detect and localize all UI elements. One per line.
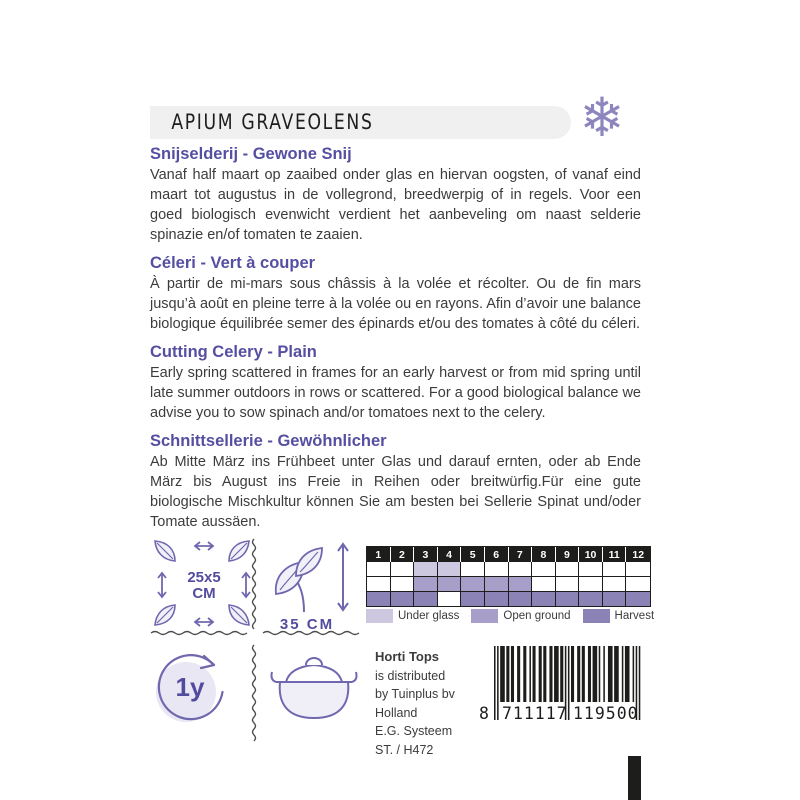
calendar-cell <box>509 592 533 606</box>
calendar-cell <box>461 577 485 592</box>
calendar-cell <box>603 592 627 606</box>
section-heading: Cutting Celery - Plain <box>150 343 317 361</box>
calendar-cell <box>603 577 627 592</box>
legend-label: Harvest <box>614 610 655 622</box>
calendar-month-cell: 9 <box>556 547 580 562</box>
legend-label: Open ground <box>503 610 571 622</box>
legend-label: Under glass <box>398 610 460 622</box>
header-band <box>150 106 571 139</box>
divider-wavy-horizontal <box>262 629 362 637</box>
arrow-horizontal-icon <box>192 616 216 628</box>
distributor-line: ST. / H472 <box>375 742 434 757</box>
barcode-digits-right: 119500 <box>573 704 639 723</box>
calendar-row <box>367 577 650 592</box>
calendar-cell <box>579 577 603 592</box>
calendar-row <box>367 592 650 606</box>
leaf-icon <box>152 602 178 628</box>
legend-swatch <box>583 609 610 623</box>
calendar-cell <box>485 592 509 606</box>
section-heading: Schnittsellerie - Gewöhnlicher <box>150 432 387 450</box>
latin-name-title: APIUM GRAVEOLENS <box>171 110 374 134</box>
calendar-cell <box>532 577 556 592</box>
calendar-cell <box>391 592 415 606</box>
section-body: À partir de mi-mars sous châssis à la volée et récolter. Ou de fin mars jusqu’à août en pleine terre à la volée ou en rayons. Afin d’avoir une balance biologique équilibrée semer des épinards et/ou des tomates à côté du céleri. <box>150 276 641 332</box>
calendar-cell <box>367 562 391 577</box>
print-mark <box>628 756 641 800</box>
calendar-month-cell: 8 <box>532 547 556 562</box>
section-english <box>150 343 641 423</box>
calendar-cell <box>461 562 485 577</box>
calendar-cell <box>367 577 391 592</box>
calendar-month-cell: 1 <box>367 547 391 562</box>
calendar-cell <box>626 592 650 606</box>
calendar-cell <box>509 562 533 577</box>
calendar-cell <box>414 592 438 606</box>
description-sections <box>150 145 641 541</box>
calendar-month-cell: 4 <box>438 547 462 562</box>
barcode-digit-first: 8 <box>479 704 490 723</box>
section-body: Vanaf half maart op zaaibed onder glas en hiervan oogsten, of vanaf eind maart tot augustus in de vollegrond, breedwerpig of in regels. Voor een goed biologisch evenwicht verdient het aanbeveling om naast selderie spinazie en/of tomaten te zaaien. <box>150 167 641 243</box>
calendar-legend <box>366 609 655 623</box>
distributor-line: is distributed <box>375 668 446 683</box>
calendar-row <box>367 562 650 577</box>
calendar-cell <box>391 562 415 577</box>
section-heading: Snijselderij - Gewone Snij <box>150 145 352 163</box>
plant-icon <box>270 542 326 614</box>
calendar-cell <box>579 562 603 577</box>
section-heading: Céleri - Vert à couper <box>150 254 316 272</box>
calendar-month-cell: 6 <box>485 547 509 562</box>
calendar-cell <box>509 577 533 592</box>
calendar-month-cell: 11 <box>603 547 627 562</box>
calendar-month-cell: 3 <box>414 547 438 562</box>
snowflake-icon: ❄ <box>579 88 625 148</box>
legend-swatch <box>471 609 498 623</box>
arrow-vertical-icon <box>156 570 168 600</box>
calendar-cell <box>461 592 485 606</box>
section-body: Ab Mitte März ins Frühbeet unter Glas und darauf ernten, oder ab Ende März bis August ins Freie in Reihen oder breitwürfig.Für eine gute biologische Mischkultur können Sie am besten bei Sellerie Spinat und/oder Tomate aussäen. <box>150 454 641 530</box>
calendar-cell <box>414 577 438 592</box>
height-arrow-icon <box>336 540 350 614</box>
calendar-month-cell: 12 <box>632 548 645 561</box>
calendar-cell <box>367 592 391 606</box>
distributor-line: Holland <box>375 705 418 720</box>
calendar-cell <box>532 592 556 606</box>
section-dutch <box>150 145 641 245</box>
divider-squiggle-vertical <box>250 644 258 746</box>
arrow-horizontal-icon <box>192 540 216 552</box>
calendar-cell <box>556 577 580 592</box>
calendar-month-header <box>367 547 650 562</box>
calendar-month-cell: 5 <box>461 547 485 562</box>
leaf-icon <box>226 602 252 628</box>
plant-height-icon <box>264 540 360 634</box>
calendar-month-cell: 7 <box>509 547 533 562</box>
leaf-icon <box>226 538 252 564</box>
spacing-value: 25x5 <box>187 569 221 586</box>
barcode-digits <box>478 704 644 728</box>
calendar-cell <box>626 562 650 577</box>
calendar-cell <box>485 577 509 592</box>
distributor-lines <box>375 667 475 760</box>
calendar-cell <box>438 592 462 606</box>
distributor-line: by Tuinplus bv <box>375 687 455 701</box>
section-german <box>150 432 641 532</box>
spacing-label <box>184 570 224 602</box>
annual-cycle-icon <box>148 646 232 730</box>
spacing-unit: CM <box>192 585 216 602</box>
section-body: Early spring scattered in frames for an early harvest or from mid spring until late summer outdoors in rows or scattered. For a good biological balance we advise you to sow spinach and/or tomatoes next to the celery. <box>150 365 641 421</box>
distributor-info <box>375 648 475 759</box>
calendar-cell <box>438 562 462 577</box>
calendar-cell <box>579 592 603 606</box>
divider-squiggle-vertical <box>250 538 258 634</box>
calendar-cell <box>485 562 509 577</box>
distributor-name: Horti Tops <box>375 649 440 664</box>
calendar-cell <box>603 562 627 577</box>
legend-swatch <box>366 609 393 623</box>
sowing-calendar-table <box>366 546 651 607</box>
section-french <box>150 254 641 334</box>
sowing-spacing-icon <box>150 538 258 632</box>
leaf-icon <box>152 538 178 564</box>
calendar-cell <box>556 562 580 577</box>
calendar-month-cell: 2 <box>391 547 415 562</box>
ean-barcode <box>478 646 644 738</box>
calendar-cell <box>438 577 462 592</box>
calendar-cell <box>556 592 580 606</box>
calendar-cell <box>626 577 650 592</box>
calendar-month-cell: 10 <box>579 547 603 562</box>
barcode-digits-left: 711117 <box>502 704 568 723</box>
cooking-pot-icon <box>266 652 362 730</box>
calendar-cell <box>532 562 556 577</box>
calendar-cell <box>414 562 438 577</box>
distributor-line: E.G. Systeem <box>375 724 453 738</box>
calendar-cell <box>391 577 415 592</box>
height-label: 35 CM <box>279 616 335 633</box>
divider-wavy-horizontal <box>150 629 250 637</box>
cycle-label: 1y <box>175 672 205 702</box>
